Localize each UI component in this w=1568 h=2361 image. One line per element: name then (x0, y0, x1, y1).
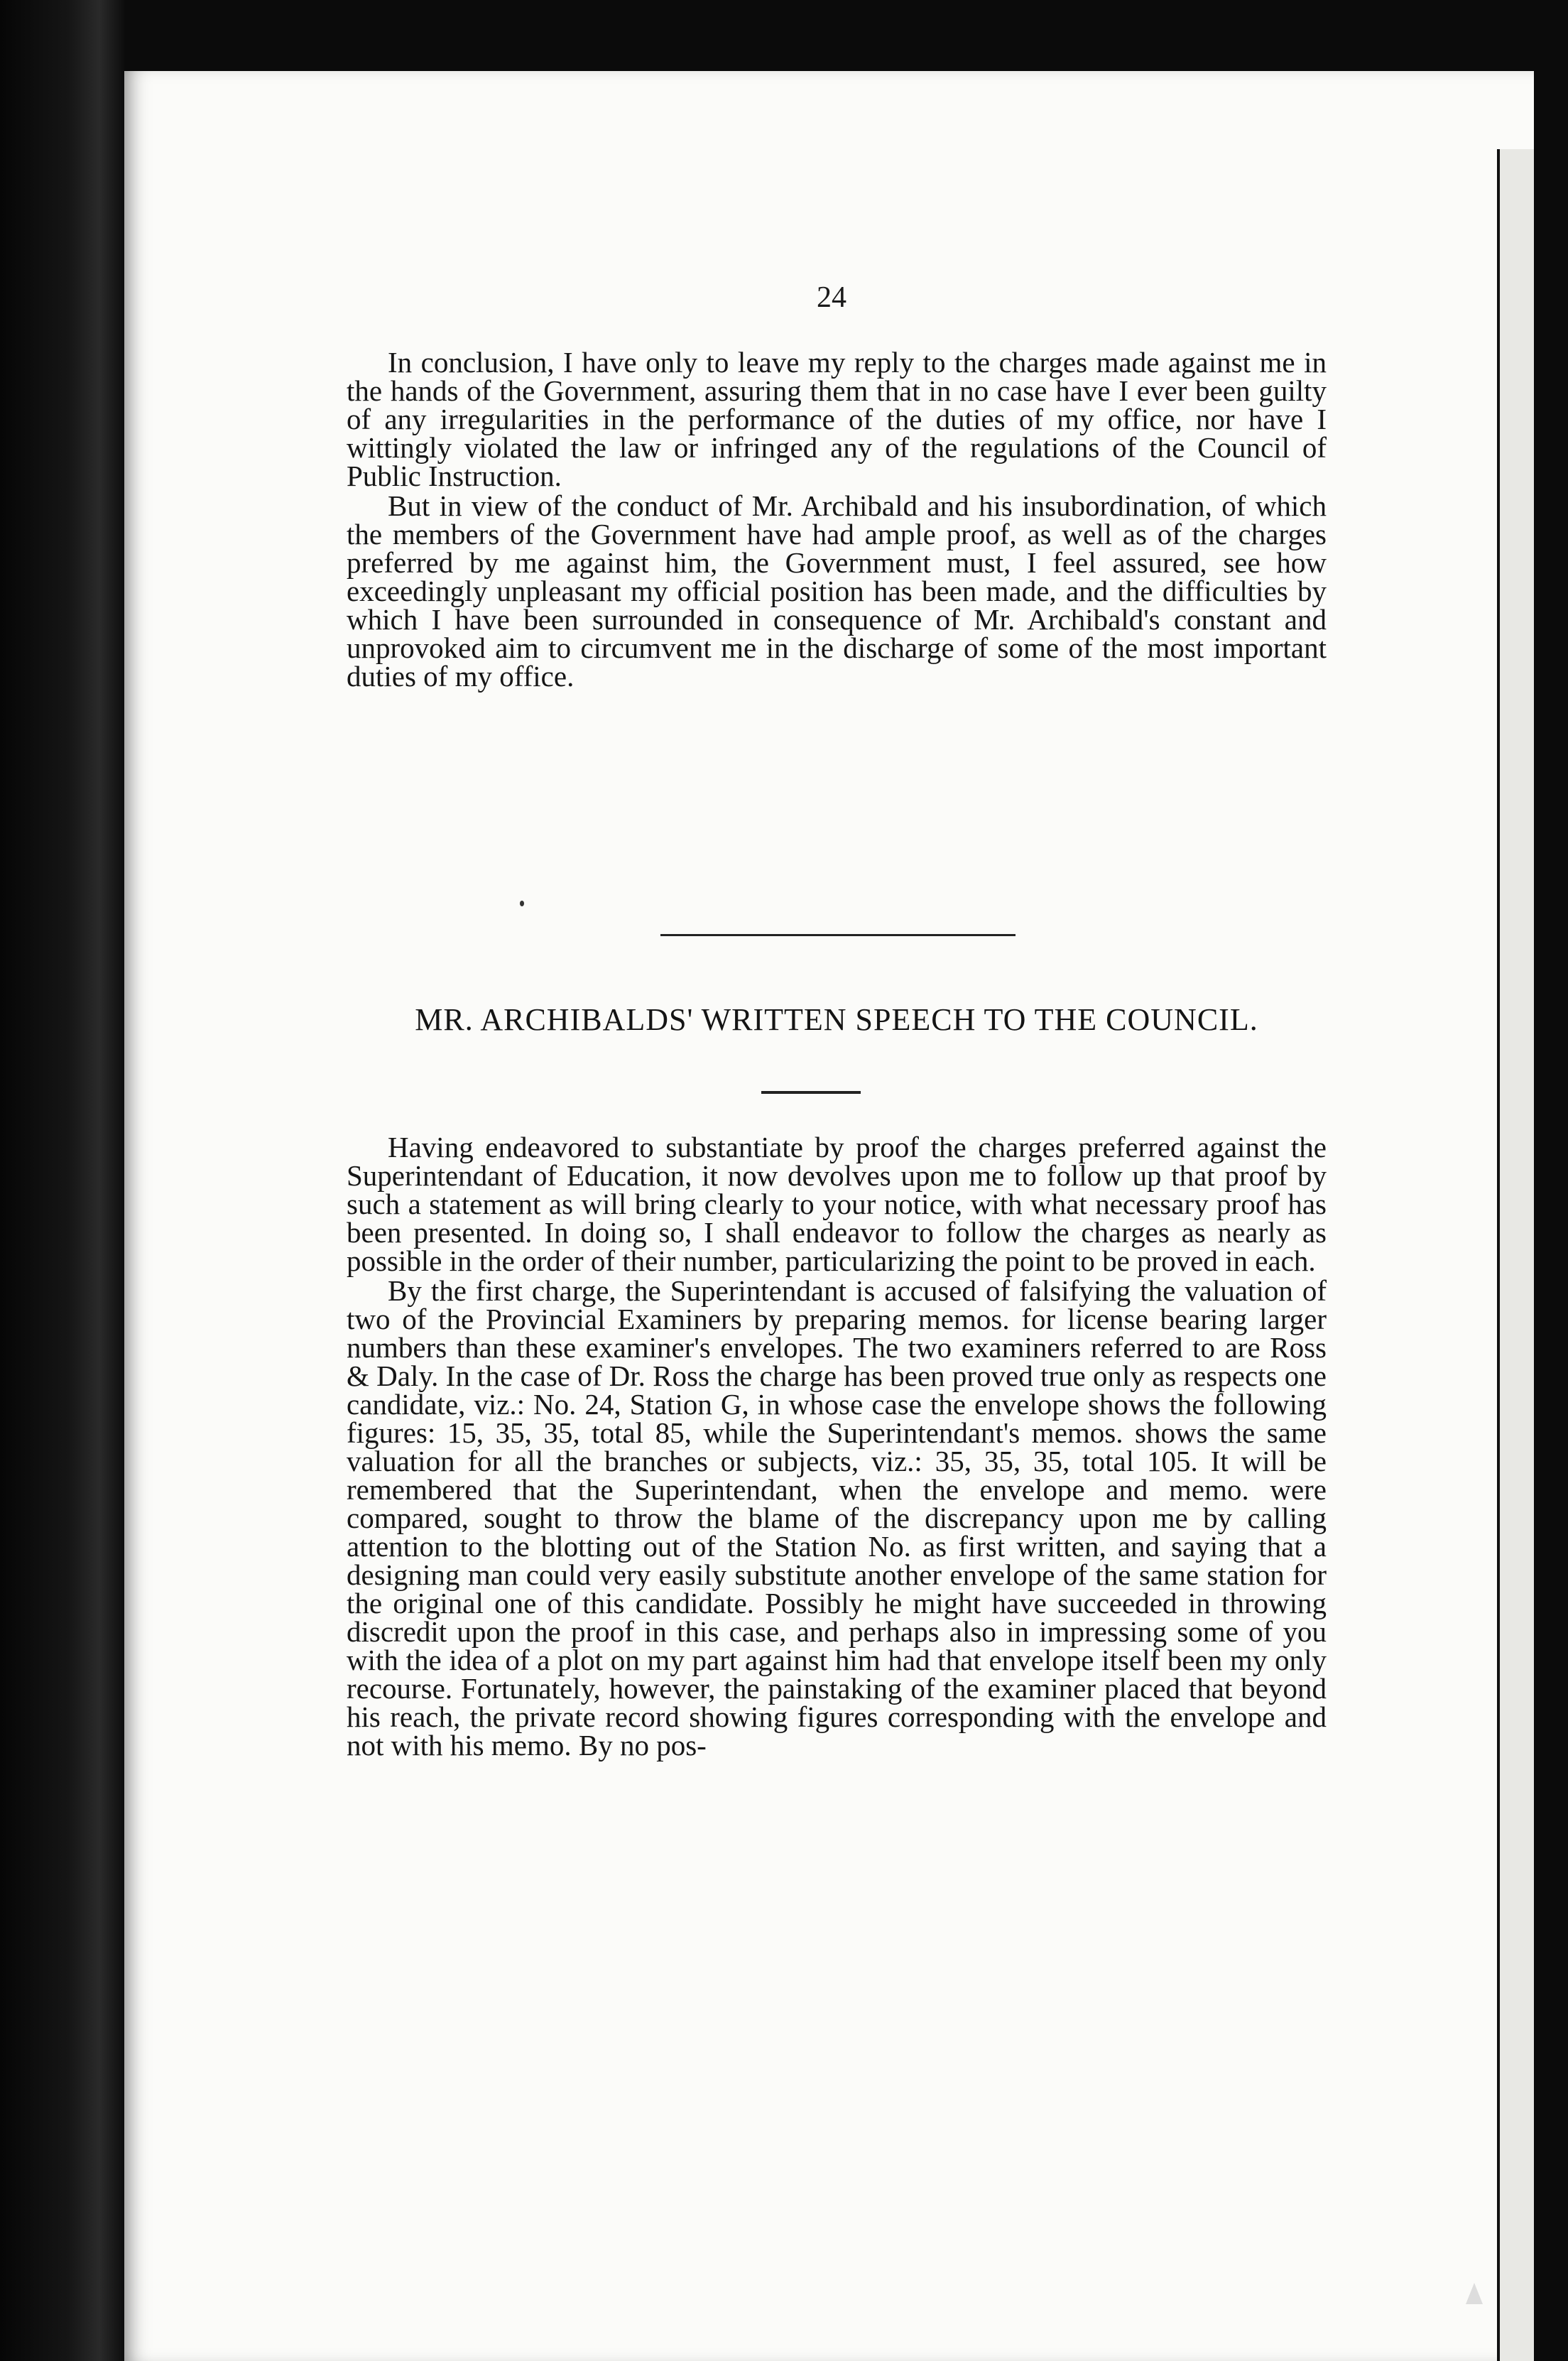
ink-speck (520, 901, 524, 906)
written-speech-section (347, 1131, 1327, 1762)
book-binding-edge (0, 0, 124, 2361)
heading-underline-rule (761, 1091, 861, 1094)
scan-artifact-mark (1466, 2283, 1483, 2304)
closing-reply-section (347, 346, 1327, 693)
facing-page-edge (1497, 149, 1534, 2361)
section-divider-rule (660, 934, 1016, 936)
paragraph-substantiate: Having endeavored to substantiate by proof the charges preferred against the Superintendant of Education, it now devolves upon me to follow up that proof by such a statement as will bring clearly to your notice, with what necessary proof has been presented. In doing so, I shall endeavor to follow the charges as nearly as possible in the order of their number, particularizing the point to be proved in each. (347, 1131, 1327, 1277)
paragraph-conclusion: In conclusion, I have only to leave my reply to the charges made against me in the hands of the Government, assuring them that in no case have I ever been guilty of any irregularities in the performance of the duties of my office, nor have I wittingly violated the law or infringed any of the regulations of the Council of Public Instruction. (347, 346, 1327, 492)
section-heading: MR. ARCHIBALDS' WRITTEN SPEECH TO THE COUNCIL. (415, 1002, 1258, 1037)
paragraph-first-charge: By the first charge, the Superintendant is accused of falsifying the valuation of two of the Provincial Examiners by preparing memos. for license bearing larger numbers than these examiner's envelopes. The two examiners referred to are Ross & Daly. In the case of Dr. Ross the charge has been proved true only as respects one candidate, viz.: No. 24, Station G, in whose case the envelope shows the following figures: 15, 35, 35, total 85, while the Superintendant's memos. shows the same valuation for all the branches or subjects, viz.: 35, 35, 35, total 105. It will be remembered that the Superintendant, when the envelope and memo. were compared, sought to throw the blame of the discrepancy upon me by calling attention to the blotting out of the Station No. as first written, and saying that a designing man could very easily substitute another envelope of the same station for the original one of this candidate. Possibly he might have succeeded in throwing discredit upon the proof in this case, and perhaps also in impressing some of you with the idea of a plot on my part against him had that envelope itself been my only recourse. Fortunately, however, the painstaking of the examiner placed that beyond his reach, the private record showing figures corresponding with the envelope and not with his memo. By no pos- (347, 1274, 1327, 1762)
paragraph-insubordination: But in view of the conduct of Mr. Archibald and his insubordination, of which the members of the Government have had ample proof, as well as of the charges preferred by me against him, the Government must, I feel assured, see how exceedingly unpleasant my official position has been made, and the difficulties by which I have been surrounded in consequence of Mr. Archibald's constant and unprovoked aim to circumvent me in the discharge of some of the most important duties of my office. (347, 489, 1327, 693)
page-number: 24 (817, 281, 846, 314)
